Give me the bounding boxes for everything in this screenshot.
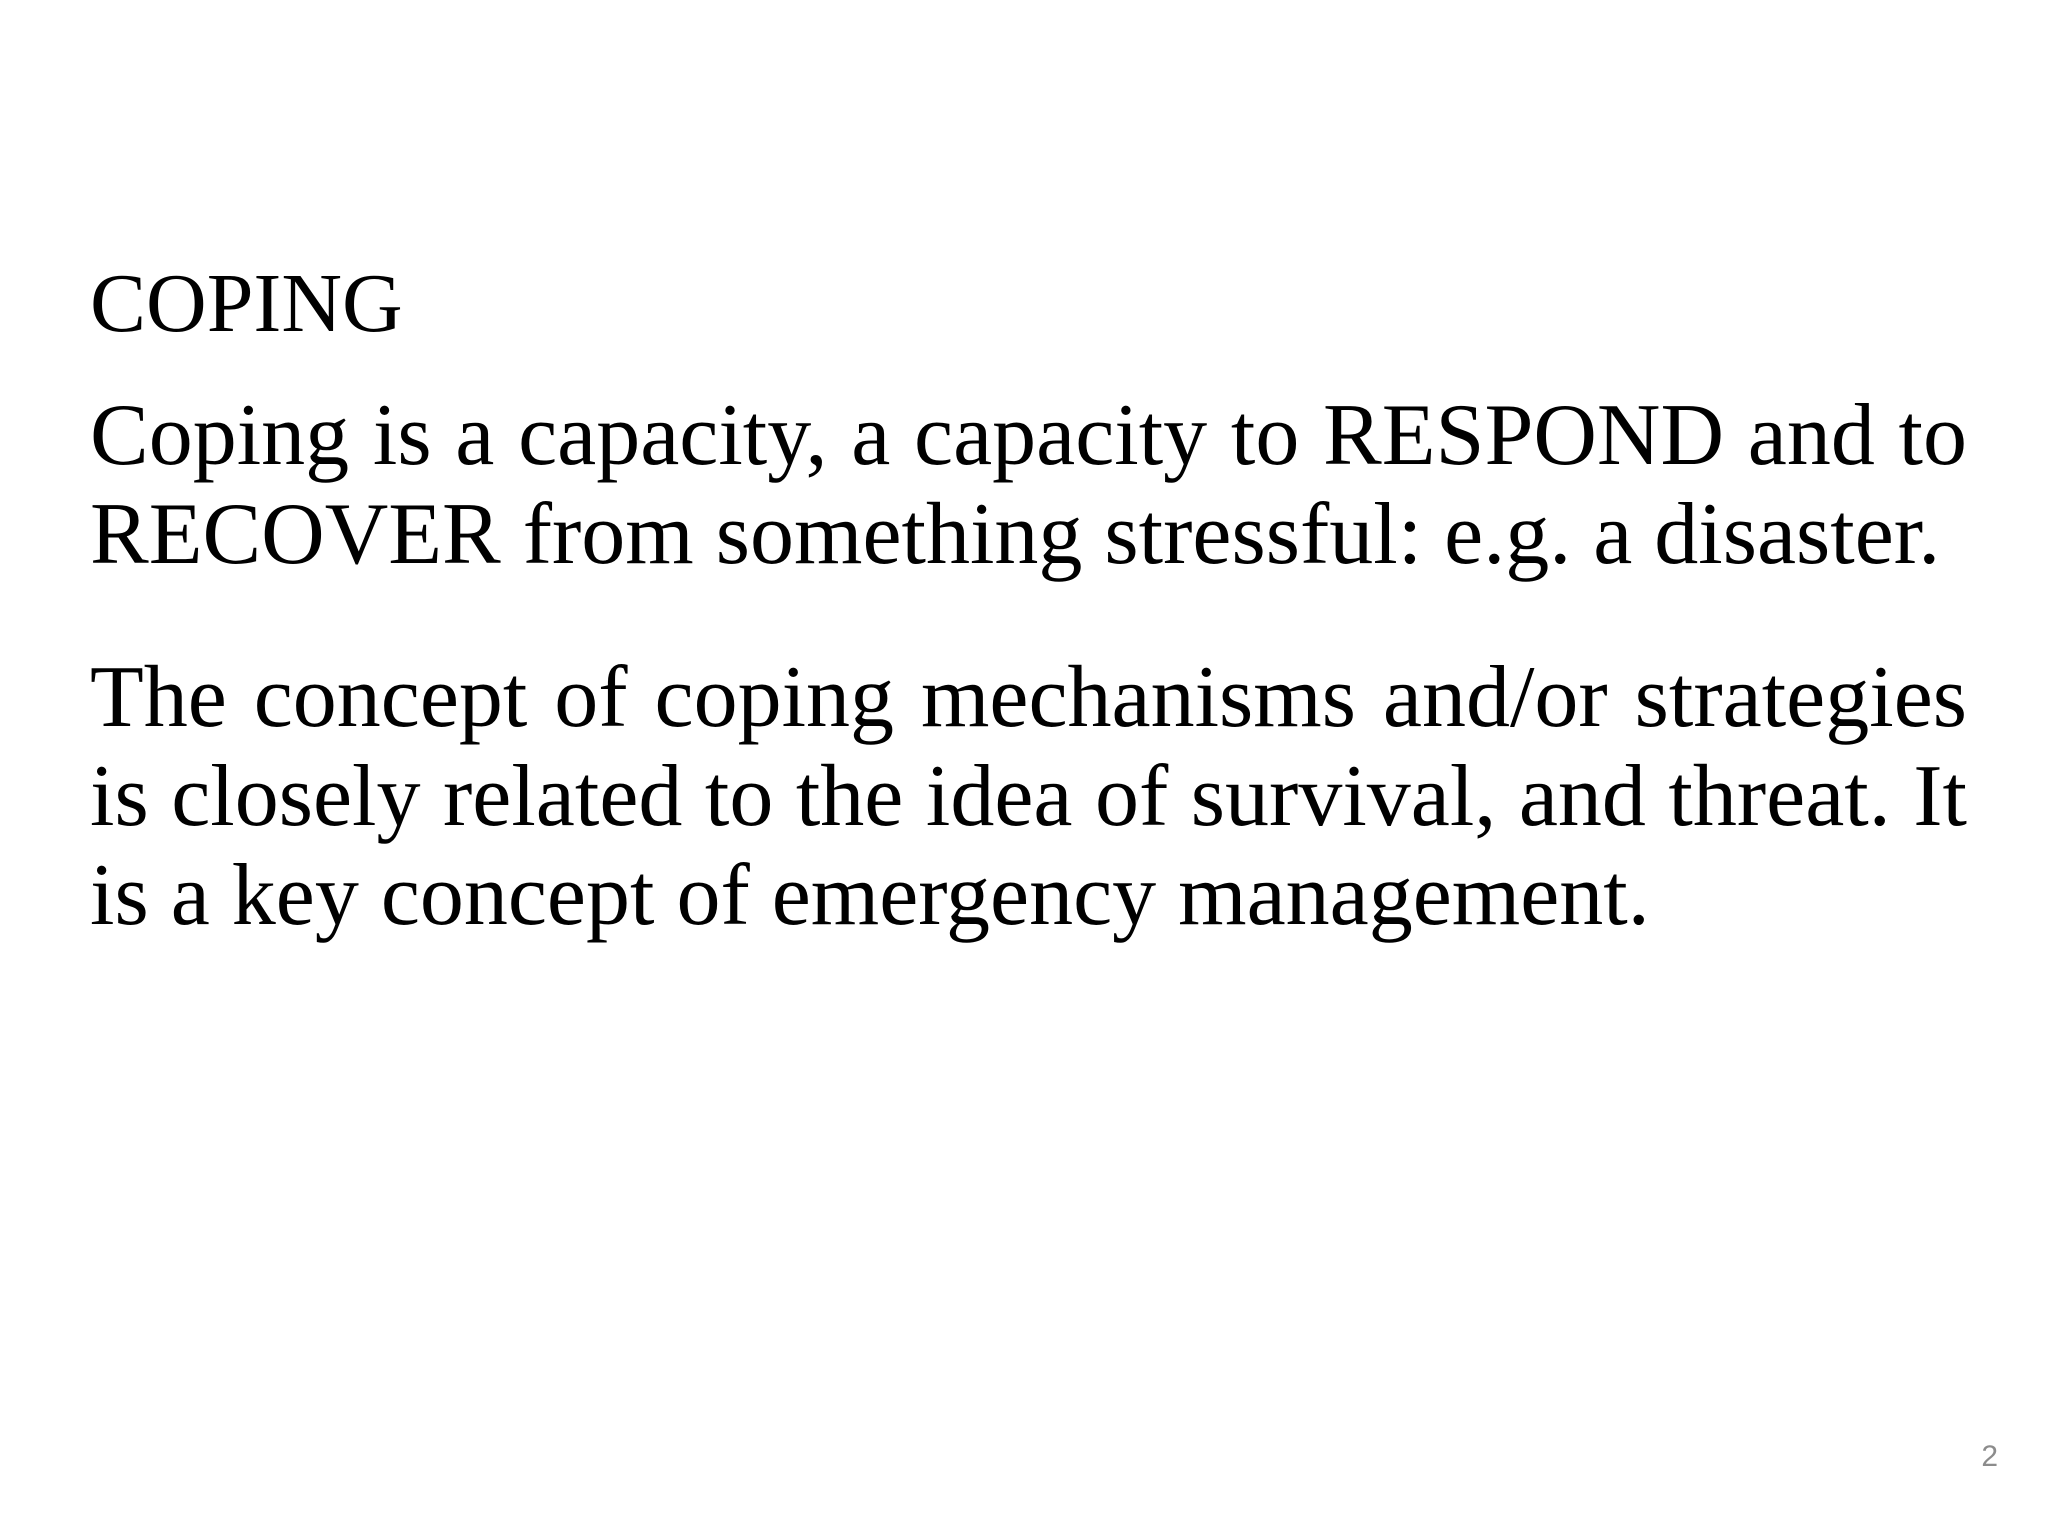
slide-page-number: 2 (1981, 1440, 1998, 1473)
slide-paragraph-definition: Coping is a capacity, a capacity to RESPOND and to RECOVER from something stressful: e.g. a disaster. (90, 387, 1967, 583)
slide-heading: COPING (90, 257, 403, 350)
slide-content (90, 257, 1967, 945)
slide-paragraph-concept: The concept of coping mechanisms and/or strategies is closely related to the idea of survival, and threat. It is a key concept of emergency management. (90, 649, 1967, 944)
